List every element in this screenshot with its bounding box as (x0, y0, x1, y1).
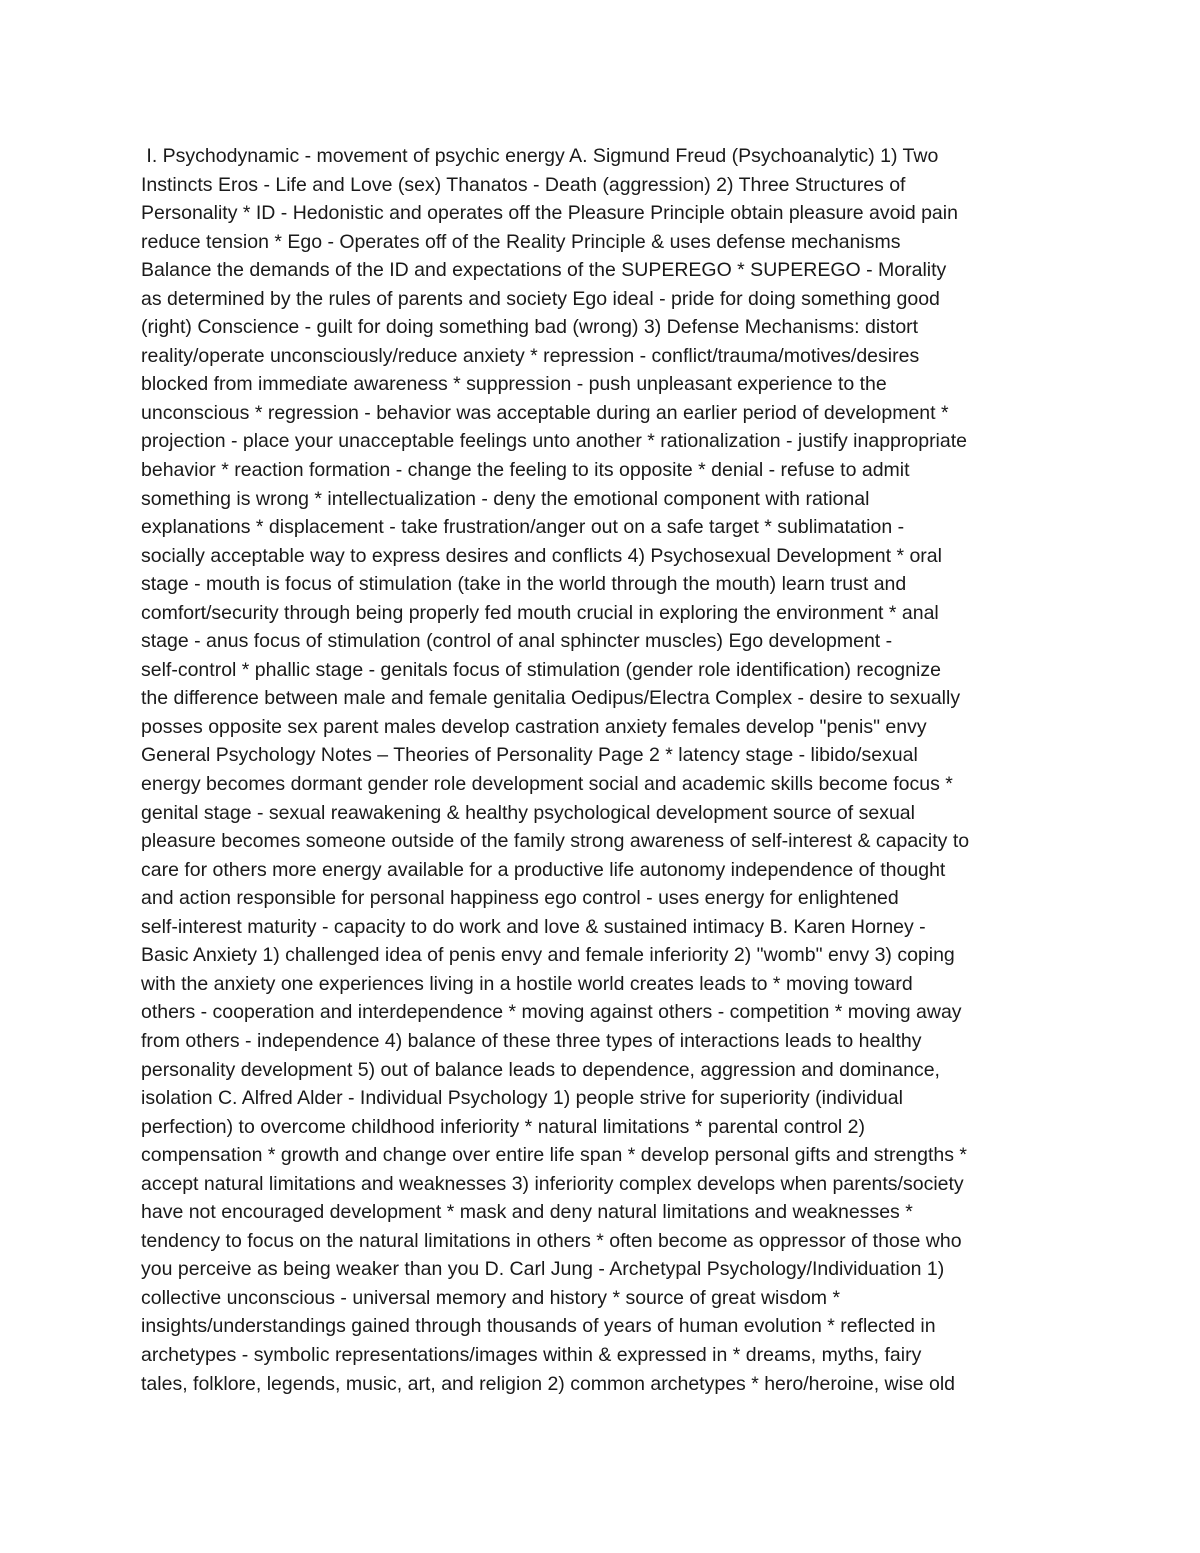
text-line: self-interest maturity - capacity to do work and love & sustained intimacy B. Karen Horney - (141, 915, 926, 938)
text-line: something is wrong * intellectualization - deny the emotional component with rational (141, 487, 870, 510)
text-line: reduce tension * Ego - Operates off of the Reality Principle & uses defense mechanisms (141, 230, 901, 253)
text-line: tendency to focus on the natural limitations in others * often become as oppressor of those who (141, 1229, 962, 1252)
text-line: behavior * reaction formation - change the feeling to its opposite * denial - refuse to admit (141, 459, 910, 482)
text-line: Basic Anxiety 1) challenged idea of penis envy and female inferiority 2) "womb" envy 3) coping (141, 944, 955, 967)
text-line: personality development 5) out of balance leads to dependence, aggression and dominance, (141, 1058, 940, 1081)
text-line: from others - independence 4) balance of these three types of interactions leads to healthy (141, 1029, 922, 1052)
text-line: with the anxiety one experiences living in a hostile world creates leads to * moving toward (141, 972, 913, 995)
text-line: blocked from immediate awareness * suppression - push unpleasant experience to the (141, 373, 887, 396)
text-line: reality/operate unconsciously/reduce anxiety * repression - conflict/trauma/motives/desires (141, 344, 920, 367)
text-line: have not encouraged development * mask and deny natural limitations and weaknesses * (141, 1201, 913, 1224)
text-line: stage - anus focus of stimulation (control of anal sphincter muscles) Ego development - (141, 630, 893, 653)
text-line: care for others more energy available for a productive life autonomy independence of thought (141, 858, 946, 881)
text-line: (right) Conscience - guilt for doing something bad (wrong) 3) Defense Mechanisms: distort (141, 316, 919, 339)
text-line: the difference between male and female genitalia Oedipus/Electra Complex - desire to sexually (141, 687, 961, 710)
body-text (141, 142, 1071, 1398)
text-line: I. Psychodynamic - movement of psychic energy A. Sigmund Freud (Psychoanalytic) 1) Two (141, 145, 939, 167)
text-line: collective unconscious - universal memory and history * source of great wisdom * (141, 1286, 841, 1309)
text-line: insights/understandings gained through thousands of years of human evolution * reflected in (141, 1315, 936, 1338)
text-line: you perceive as being weaker than you D. Carl Jung - Archetypal Psychology/Individuation 1) (141, 1258, 945, 1281)
text-line: archetypes - symbolic representations/images within & expressed in * dreams, myths, fairy (141, 1343, 922, 1366)
text-line: projection - place your unacceptable feelings unto another * rationalization - justify inappropriate (141, 430, 967, 453)
text-line: tales, folklore, legends, music, art, and religion 2) common archetypes * hero/heroine, wise old (141, 1372, 955, 1395)
text-line: Balance the demands of the ID and expectations of the SUPEREGO * SUPEREGO - Morality (141, 259, 947, 282)
text-line: posses opposite sex parent males develop castration anxiety females develop "penis" envy (141, 715, 927, 738)
text-line: Instincts Eros - Life and Love (sex) Thanatos - Death (aggression) 2) Three Structures of (141, 173, 906, 196)
text-line: stage - mouth is focus of stimulation (take in the world through the mouth) learn trust and (141, 573, 907, 596)
text-line: socially acceptable way to express desires and conflicts 4) Psychosexual Development * oral (141, 544, 942, 567)
text-line: compensation * growth and change over entire life span * develop personal gifts and strengths * (141, 1144, 968, 1167)
text-line: Personality * ID - Hedonistic and operates off the Pleasure Principle obtain pleasure avoid pain (141, 202, 958, 225)
text-line: isolation C. Alfred Alder - Individual Psychology 1) people strive for superiority (individual (141, 1087, 903, 1110)
text-line: comfort/security through being properly fed mouth crucial in exploring the environment * anal (141, 601, 939, 624)
text-line: pleasure becomes someone outside of the family strong awareness of self-interest & capacity to (141, 830, 970, 853)
text-line: and action responsible for personal happiness ego control - uses energy for enlightened (141, 887, 899, 910)
text-line: as determined by the rules of parents and society Ego ideal - pride for doing something good (141, 287, 940, 310)
text-line: explanations * displacement - take frustration/anger out on a safe target * sublimatation - (141, 516, 905, 539)
text-line: perfection) to overcome childhood inferiority * natural limitations * parental control 2) (141, 1115, 866, 1138)
text-line: others - cooperation and interdependence * moving against others - competition * moving away (141, 1001, 962, 1024)
text-line: accept natural limitations and weaknesses 3) inferiority complex develops when parents/society (141, 1172, 964, 1195)
text-line: unconscious * regression - behavior was acceptable during an earlier period of development * (141, 401, 949, 424)
text-line: General Psychology Notes – Theories of Personality Page 2 * latency stage - libido/sexual (141, 744, 918, 767)
text-line: genital stage - sexual reawakening & healthy psychological development source of sexual (141, 801, 915, 824)
text-line: self-control * phallic stage - genitals focus of stimulation (gender role identification) recognize (141, 658, 941, 681)
text-line: energy becomes dormant gender role development social and academic skills become focus * (141, 773, 953, 796)
